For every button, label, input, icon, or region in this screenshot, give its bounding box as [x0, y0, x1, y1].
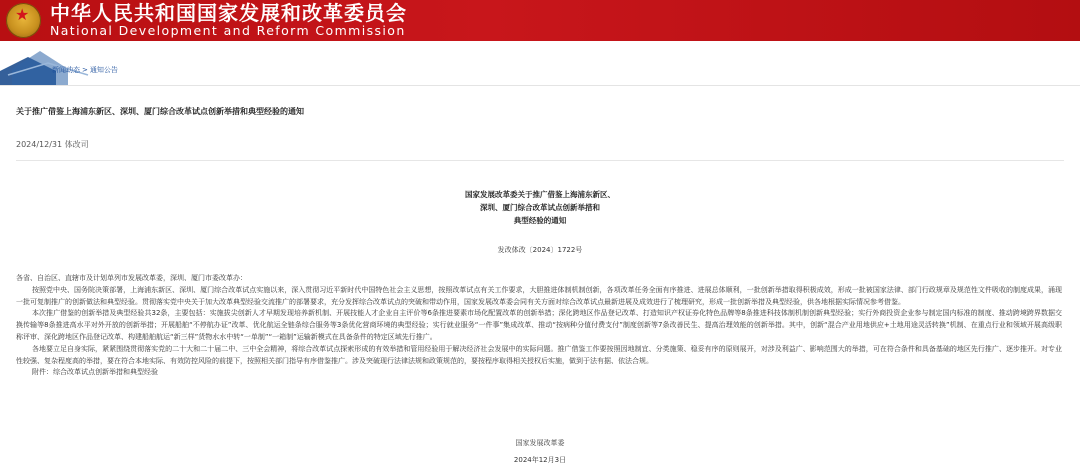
body-paragraph: 各地要立足自身实际，紧紧围绕贯彻落实党的二十大和二十届二中、三中全会精神，将综合改革试点探索形成的有效举措和管用经验用于解决经济社会发展中的实际问题。推广借鉴工作要按照因地制宜、分类施策、稳妥有序的原则展开，对涉及利益广、影响范围大的举措，可在符合条件和具备基础的地区先行推广、逐步推开。对专业性较强、复杂程度高的举措，要在符合本地实际、有效防控风险的前提下，按照相关部门指导有序借鉴推广。涉及突破现行法律法规和政策规范的，要按程序取得相关授权后实施，做到于法有据、依法合规。 — [16, 344, 1062, 365]
document-title-line: 深圳、厦门综合改革试点创新举措和 — [480, 203, 600, 212]
building-decoration-icon — [0, 41, 115, 86]
article-meta: 2024/12/31 体改司 — [16, 140, 89, 149]
article-title: 关于推广借鉴上海浦东新区、深圳、厦门综合改革试点创新举措和典型经验的通知 — [16, 107, 304, 116]
emblem-star-icon: ★ — [15, 5, 30, 24]
content-divider — [16, 160, 1064, 161]
signature: 国家发展改革委 — [515, 439, 565, 447]
document-title — [0, 188, 1080, 227]
body-paragraph: 按照党中央、国务院决策部署，上海浦东新区、深圳、厦门综合改革试点实施以来，深入贯彻习近平新时代中国特色社会主义思想，按照改革试点有关工作要求，大胆推进体制机制创新，各项改革任务全面有序推进、进展总体顺利，一批创新举措取得积极成效，形成一批被国家法律、部门行政规章及规范性文件吸收的制度成果，涌现一批可复制推广的创新做法和典型经验。贯彻落实党中央关于加大改革典型经验交流推广的部署要求，充分发挥综合改革试点的突破和带动作用，国家发展改革委会同有关方面对综合改革试点最新进展及成效进行了梳理研究，形成一批创新举措及典型经验，供各地根据实际情况参考借鉴。 — [16, 285, 1062, 306]
document-body — [16, 273, 1062, 379]
document-date: 2024年12月3日 — [513, 456, 567, 464]
breadcrumb — [52, 65, 120, 75]
band-divider — [0, 85, 1080, 86]
document-number: 发改体改〔2024〕1722号 — [497, 246, 583, 254]
document-title-line: 国家发展改革委关于推广借鉴上海浦东新区、 — [465, 190, 615, 199]
org-name-en[interactable]: National Development and Reform Commission — [50, 23, 406, 38]
breadcrumb-notices[interactable]: 通知公告 — [89, 66, 118, 74]
salutation: 各省、自治区、直辖市及计划单列市发展改革委，深圳、厦门市委改革办： — [16, 274, 247, 282]
attachment-note: 附件：综合改革试点创新举措和典型经验 — [32, 368, 158, 377]
banner-band — [0, 41, 1080, 86]
national-emblem-icon — [6, 3, 41, 38]
org-name-cn[interactable]: 中华人民共和国国家发展和改革委员会 — [50, 1, 407, 25]
breadcrumb-separator: > — [82, 66, 88, 74]
body-paragraph: 本次推广借鉴的创新举措及典型经验共32条，主要包括：实施拔尖创新人才早期发现培养新机制、开展技能人才企业自主评价等6条推进要素市场化配置改革的创新举措；深化跨地区作品登记改革、打造知识产权证券化特色品牌等8条推进科技体制机制创新典型经验；实行外商投资企业参与制定国内标准的制度、推动跨境跨界数据交换传输等8条推进高水平对外开放的创新举措；开展船舶“不停航办证”改革、优化航运全链条综合服务等3条优化营商环境的典型经验；实行就业服务“一件事”集成改革、推动“按病种分值付费支付”制度创新等7条改善民生、提高治理效能的创新举措。其中，创新“混合产业用地供应+土地用途灵活转换”机制、在重点行业和领域开展高级职称评审、深化跨地区作品登记改革、构建船舶航运“新三样”货物水水中转“一单制”“一箱制”运输新模式在具备条件的特定区域先行推广。 — [16, 309, 1062, 341]
document-title-line: 典型经验的通知 — [513, 216, 567, 225]
site-header — [0, 0, 1080, 41]
breadcrumb-news[interactable]: 新闻动态 — [52, 66, 80, 74]
